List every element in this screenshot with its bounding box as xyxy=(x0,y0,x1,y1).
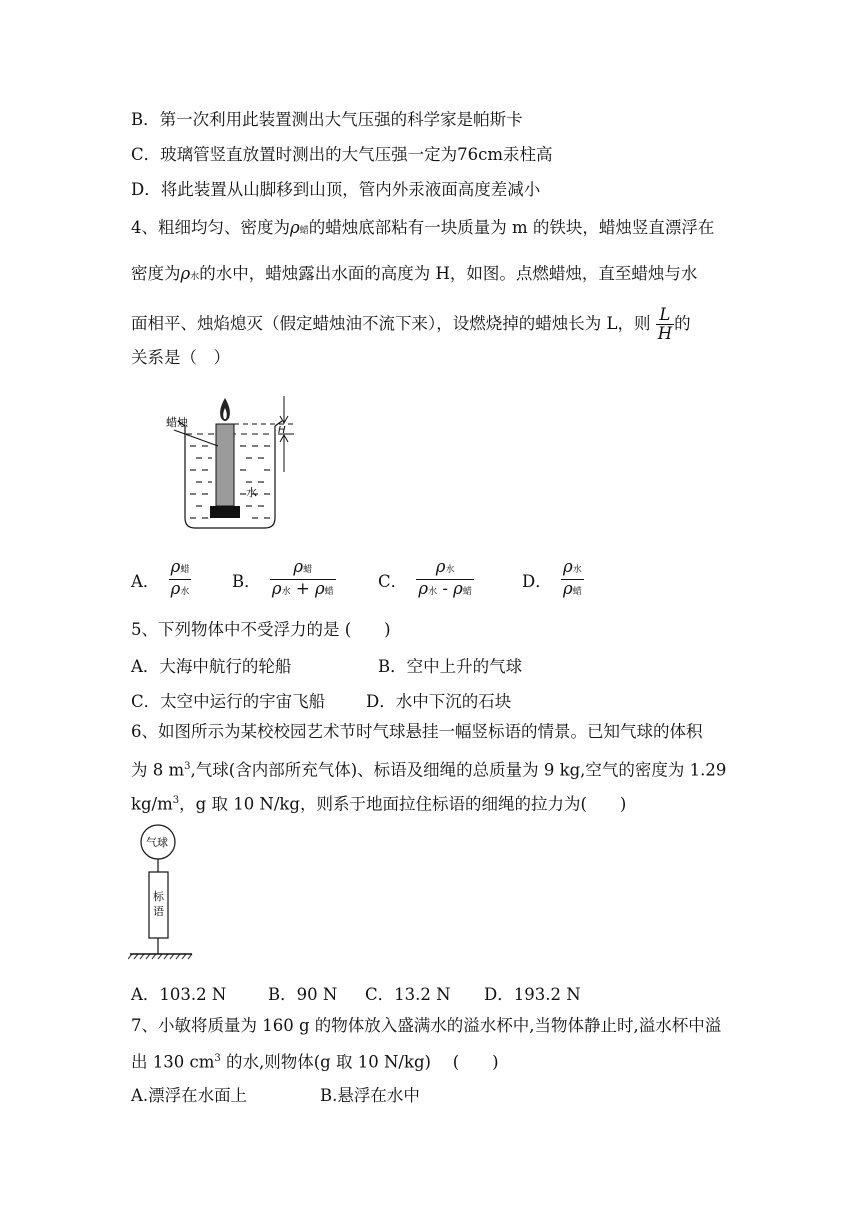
candle-beaker-figure xyxy=(160,388,310,536)
q5-option-c: C．太空中运行的宇宙飞船 xyxy=(131,692,326,711)
q6-option-c: C．13.2 N xyxy=(365,985,451,1004)
q3-option-d: D．将此装置从山脚移到山顶，管内外汞液面高度差减小 xyxy=(131,180,541,199)
q6-stem-line3: $kg/m^3$，g 取 10 N/kg，则系于地面拉住标语的细绳的拉力为( ) xyxy=(131,794,627,814)
q6-stem-line2: 为 8 $m^3$,气球(含内部所充气体)、标语及细绳的总质量为 9 kg,空气的密度为 1.29 xyxy=(131,760,727,780)
q5-option-b: B．空中上升的气球 xyxy=(378,657,523,676)
q4-stem-line4: 关系是（ ） xyxy=(131,348,230,367)
q7-stem-line1: 7、小敏将质量为 160 g 的物体放入盛满水的溢水杯中,当物体静止时,溢水杯中溢 xyxy=(131,1016,722,1035)
balloon-label: 气球 xyxy=(146,836,168,849)
q7-stem-line2: 出 130 $cm^3$ 的水,则物体(g 取 10 N/kg) ( ) xyxy=(131,1052,499,1072)
balloon-banner-figure xyxy=(128,822,198,964)
height-h-label: H xyxy=(278,425,286,436)
q4-choice-a: A． $\frac{\text{ρ蜡}}{\text{ρ水}}$ xyxy=(131,558,191,601)
q5-option-a: A．大海中航行的轮船 xyxy=(131,657,292,676)
banner-label-1: 标 xyxy=(153,890,164,903)
q3-option-c: C．玻璃管竖直放置时测出的大气压强一定为76cm汞柱高 xyxy=(131,145,553,164)
fraction-l-over-h: $\frac{L}{H}$ xyxy=(657,305,673,343)
banner-label-2: 语 xyxy=(153,905,164,918)
water-label: 水 xyxy=(246,486,257,499)
q4-choice-b: B． $\frac{\text{ρ蜡}}{\text{ρ水 + ρ蜡}}$ xyxy=(232,558,336,601)
q4-choice-c: C． $\frac{\text{ρ水}}{\text{ρ水 - ρ蜡}}$ xyxy=(378,558,474,601)
q4-stem-line2: 密度为ρ水的水中，蜡烛露出水面的高度为 H，如图。点燃蜡烛，直至蜡烛与水 xyxy=(131,264,698,283)
q6-stem-line1: 6、如图所示为某校校园艺术节时气球悬挂一幅竖标语的情景。已知气球的体积 xyxy=(131,722,703,741)
q3-option-b: B．第一次利用此装置测出大气压强的科学家是帕斯卡 xyxy=(131,110,523,129)
q7-option-a: A.漂浮在水面上 xyxy=(131,1086,248,1105)
q4-stem-line3: 面相平、烛焰熄灭（假定蜡烛油不流下来），设燃烧掉的蜡烛长为 L，则 $\frac{L}{H}$ 的 xyxy=(131,305,691,343)
candle-label: 蜡烛 xyxy=(166,416,188,429)
q7-option-b: B.悬浮在水中 xyxy=(320,1086,420,1105)
q5-option-d: D．水中下沉的石块 xyxy=(366,692,512,711)
q5-stem: 5、下列物体中不受浮力的是 ( ) xyxy=(131,620,391,639)
q6-option-a: A．103.2 N xyxy=(131,985,227,1004)
q4-stem-line1: 4、粗细均匀、密度为ρ蜡的蜡烛底部粘有一块质量为 m 的铁块，蜡烛竖直漂浮在 xyxy=(131,218,715,237)
q4-choice-d: D． $\frac{\text{ρ水}}{\text{ρ蜡}}$ xyxy=(522,558,584,601)
q6-option-d: D．193.2 N xyxy=(484,985,581,1004)
q6-option-b: B．90 N xyxy=(268,985,338,1004)
